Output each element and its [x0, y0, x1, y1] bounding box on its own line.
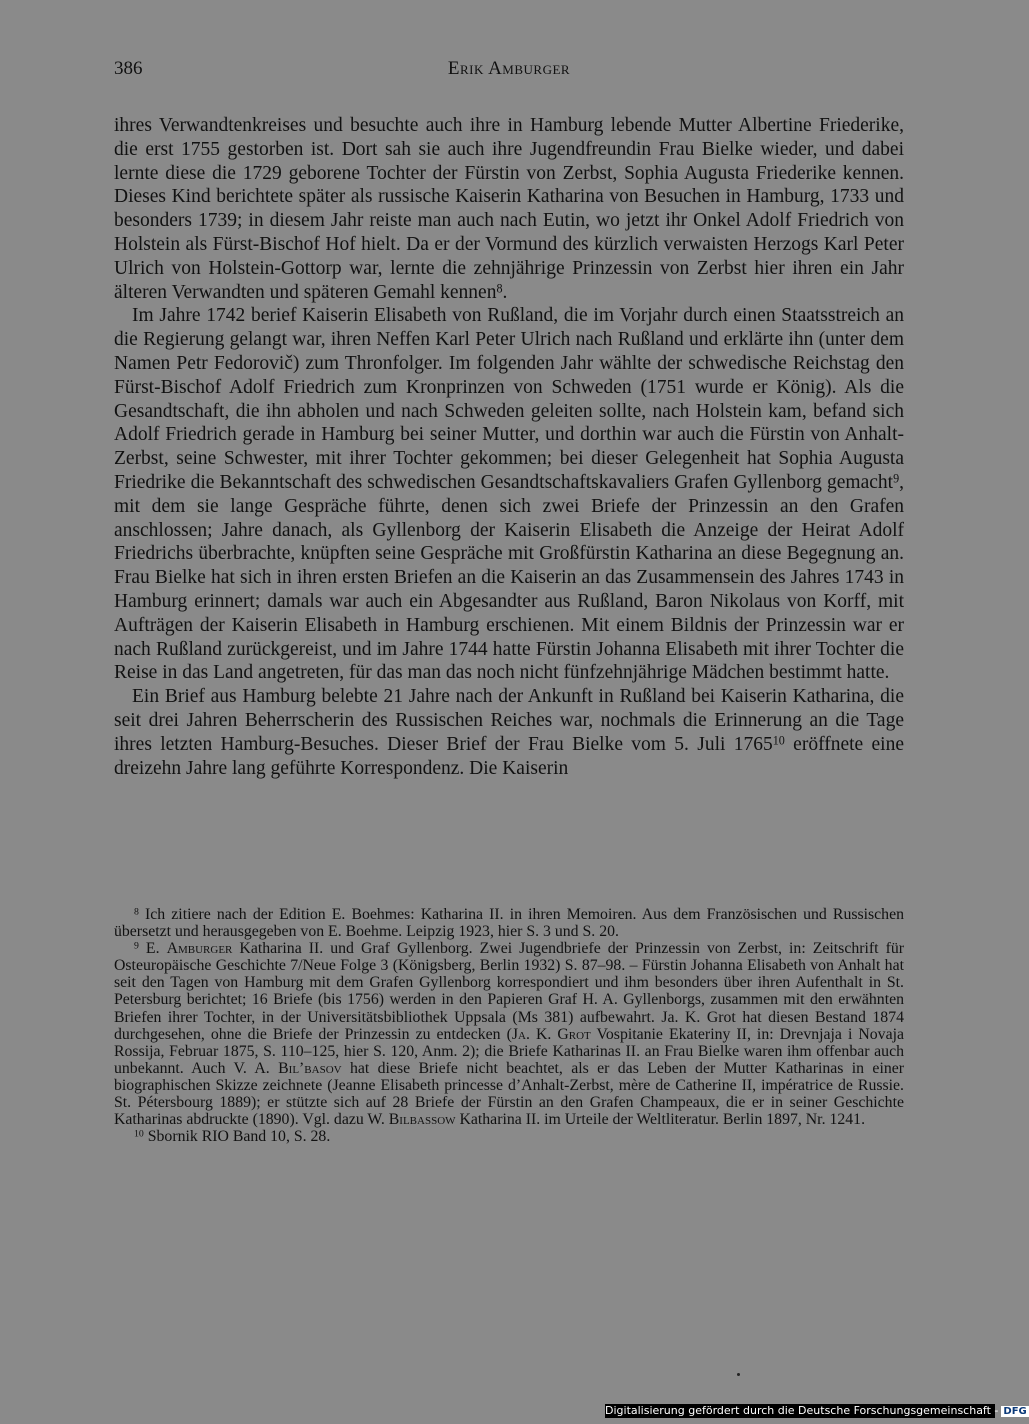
- footnote: [114, 906, 904, 940]
- text-run: hat diese Briefe nicht beachtet, als er das Leben der Mutter Katharinas in einer biographischen Skizze zeichnete (Jeanne Elisabeth princesse d’Anhalt-Zerbst, mère de Catherine II, impératrice de Russie. St. Pétersbourg 1889); er stützte sich auf 28 Briefe der Fürstin an den Grafen Champeaux, die er in seiner Geschichte Katharinas abdruckte (1890). Vgl. dazu W.: [114, 1059, 904, 1129]
- page-number: 386: [114, 58, 143, 79]
- scan-speck: [737, 1373, 740, 1376]
- author-name: Ja. K. Grot: [511, 1025, 591, 1043]
- digitization-notice-text: Digitalisierung gefördert durch die Deutsche Forschungsgemeinschaft -: [605, 1404, 999, 1417]
- author-name: Bilbassow: [388, 1111, 456, 1129]
- text-run: Sbornik RIO Band 10, S. 28.: [143, 1128, 331, 1146]
- text-run: Katharina II. im Urteile der Weltliteratur. Berlin 1897, Nr. 1241.: [455, 1111, 866, 1129]
- digitization-notice: [605, 1404, 1027, 1418]
- running-head: Erik Amburger: [447, 58, 571, 79]
- footnote-marker: 8: [496, 281, 503, 296]
- footnote-marker: 10: [134, 1128, 144, 1140]
- text-run: Ein Brief aus Hamburg belebte 21 Jahre nach der Ankunft in Rußland bei Kaiserin Katharina, die seit drei Jahren Beherrscherin des Russischen Reiches war, nochmals die Erinnerung an die Tage ihres letzten Hamburg-Besuches. Dieser Brief der Frau Bielke vom 5. Juli 1765: [114, 686, 904, 755]
- text-run: .: [502, 281, 508, 303]
- author-name: Bil’basov: [278, 1059, 342, 1077]
- paragraph: [114, 114, 904, 304]
- footnote-marker: 8: [134, 906, 139, 918]
- page-header: [114, 58, 904, 88]
- text-run: Vospitanie Ekateriny II, in: Drevnjaja i Novaja Rossija, Februar 1875, S. 110–125, hier S. 120, Anm. 2); die Briefe Katharinas II. an Frau Bielke waren ihm offenbar auch unbekannt. Auch V. A.: [114, 1025, 904, 1077]
- text-run: Katharina II. und Graf Gyllenborg. Zwei Jugendbriefe der Prinzessin von Zerbst, in: Zeitschrift für Osteuropäische Geschichte 7/Neue Folge 3 (Königsberg, Berlin 1932) S. 87–98. – Fürstin Johanna Elisabeth von Anhalt hat seit den Tagen von Hamburg mit dem Grafen Gyllenborg korrespondiert und ihm besonders über ihren Aufenthalt in St. Petersburg berichtet; 16 Briefe (bis 1756) werden in den Papieren Graf H. A. Gyllenborgs, zusammen mit den erwähnten Briefen ihrer Tochter, in der Universitätsbibliothek Uppsala (Ms 381) aufbewahrt. Ja. K. Grot hat diesen Bestand 1874 durchgesehen, ohne die Briefe der Prinzessin zu entdecken (: [114, 940, 905, 1043]
- text-run: E.: [138, 940, 167, 958]
- footnote-marker: 9: [893, 471, 900, 486]
- footnote-marker: 10: [772, 733, 785, 748]
- dfg-logo: DFG: [1003, 1406, 1027, 1417]
- text-run: Ich zitiere nach der Edition E. Boehmes: Katharina II. in ihren Memoiren. Aus dem Französischen und Russischen übersetzt und herausgegeben von E. Boehme. Leipzig 1923, hier S. 3 und S. 20.: [114, 906, 904, 941]
- footnotes: [114, 906, 904, 1145]
- text-run: Im Jahre 1742 berief Kaiserin Elisabeth von Rußland, die im Vorjahr durch einen Staatsstreich an die Regierung gelangt war, ihren Neffen Karl Peter Ulrich nach Rußland und erklärte ihn (unter dem Namen Petr Fedorovič) zum Thronfolger. Im folgenden Jahr wählte der schwedische Reichstag den Fürst-Bischof Adolf Friedrich zum Kronprinzen von Schweden (1751 wurde er König). Als die Gesandtschaft, die ihn abholen und nach Schweden geleiten sollte, nach Holstein kam, befand sich Adolf Friedrich gerade in Hamburg bei seiner Mutter, und dorthin war auch die Fürstin von Anhalt-Zerbst, seine Schwester, mit ihrer Tochter gekommen; bei dieser Gelegenheit hat Sophia Augusta Friedrike die Bekanntschaft des schwedischen Gesandtschaftskavaliers Grafen Gyllenborg gemacht: [114, 305, 904, 493]
- paragraph: [114, 304, 904, 685]
- text-run: eröffnete eine dreizehn Jahre lang geführte Korrespondenz. Die Kaiserin: [114, 733, 904, 779]
- paragraph: [114, 685, 904, 780]
- footnote-marker: 9: [134, 940, 139, 952]
- main-text: [114, 114, 904, 780]
- author-name: Amburger: [166, 940, 233, 958]
- text-run: , mit dem sie lange Gespräche führte, denen sich zwei Briefe der Prinzessin an den Grafen anschlossen; Jahre danach, als Gyllenborg der Kaiserin Elisabeth die Anzeige der Heirat Adolf Friedrichs überbrachte, knüpften seine Gespräche mit Großfürstin Katharina an diese Begegnung an. Frau Bielke hat sich in ihren ersten Briefen an die Kaiserin an das Zusammensein des Jahres 1743 in Hamburg erinnert; damals war auch ein Abgesandter aus Rußland, Baron Nikolaus von Korff, mit Aufträgen der Kaiserin Elisabeth in Hamburg erschienen. Mit einem Bildnis der Prinzessin war er nach Rußland zurückgereist, und im Jahre 1744 hatte Fürstin Johanna Elisabeth mit ihrer Tochter die Reise in das Land angetreten, für das man das noch nicht fünfzehnjährige Mädchen bestimmt hatte.: [114, 471, 904, 684]
- text-run: ihres Verwandtenkreises und besuchte auch ihre in Hamburg lebende Mutter Albertine Friederike, die erst 1755 gestorben ist. Dort sah sie auch ihre Jugendfreundin Frau Bielke wieder, und dabei lernte diese die 1729 geborene Tochter der Fürstin von Zerbst, Sophia Augusta Friederike kennen. Dieses Kind berichtete später als russische Kaiserin Katharina von Besuchen in Hamburg, 1733 und besonders 1739; in diesem Jahr reiste man auch nach Eutin, wo jetzt ihr Onkel Adolf Friedrich von Holstein als Fürst-Bischof Hof hielt. Da er der Vormund des kürzlich verwaisten Herzogs Karl Peter Ulrich von Holstein-Gottorp war, lernte die zehnjährige Prinzessin von Zerbst hier ihren ein Jahr älteren Verwandten und späteren Gemahl kennen: [114, 115, 904, 303]
- footnote: [114, 940, 904, 1128]
- footnote: [114, 1128, 904, 1145]
